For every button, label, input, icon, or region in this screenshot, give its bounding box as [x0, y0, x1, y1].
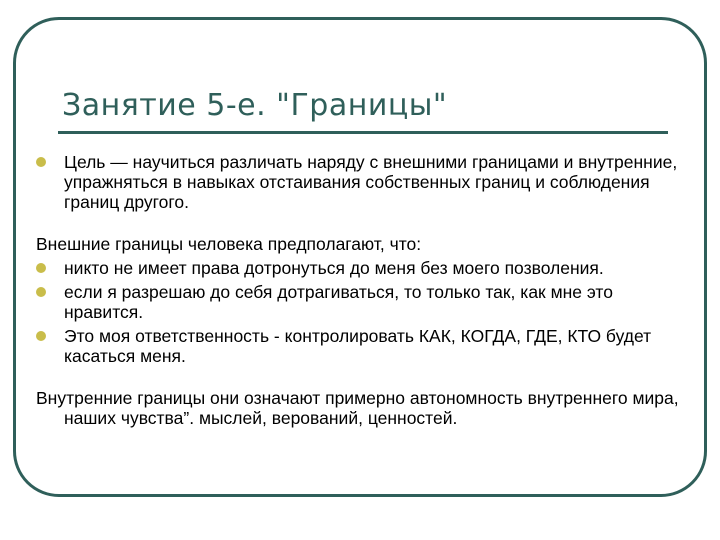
bullet-text: Цель — научиться различать наряду с внешними границами и внутренние, упражняться в навыках отстаивания собственных границ и соблюдения границ другого. [64, 152, 678, 212]
paragraph-external: Внешние границы человека предполагают, что: [36, 234, 422, 254]
bullet-item-goal [36, 152, 686, 212]
bullet-item-no-touch [36, 258, 686, 278]
title-underline [58, 131, 668, 134]
bullet-text: никто не имеет права дотронуться до меня без моего позволения. [64, 258, 604, 278]
bullet-icon [36, 287, 46, 297]
bullet-text: Это моя ответственность - контролировать КАК, КОГДА, ГДЕ, КТО будет касаться меня. [64, 326, 652, 366]
slide-title: Занятие 5-е. "Границы" [62, 88, 448, 123]
slide-body [36, 152, 686, 428]
bullet-icon [36, 157, 46, 167]
bullet-item-permission [36, 282, 686, 322]
bullet-icon [36, 331, 46, 341]
bullet-icon [36, 263, 46, 273]
bullet-item-responsibility [36, 326, 686, 366]
bullet-text: если я разрешаю до себя дотрагиваться, то только так, как мне это нравится. [64, 282, 613, 322]
paragraph-internal: Внутренние границы они означают примерно автономность внутреннего мира, наших чувства”. мыслей, верований, ценностей. [36, 388, 679, 428]
